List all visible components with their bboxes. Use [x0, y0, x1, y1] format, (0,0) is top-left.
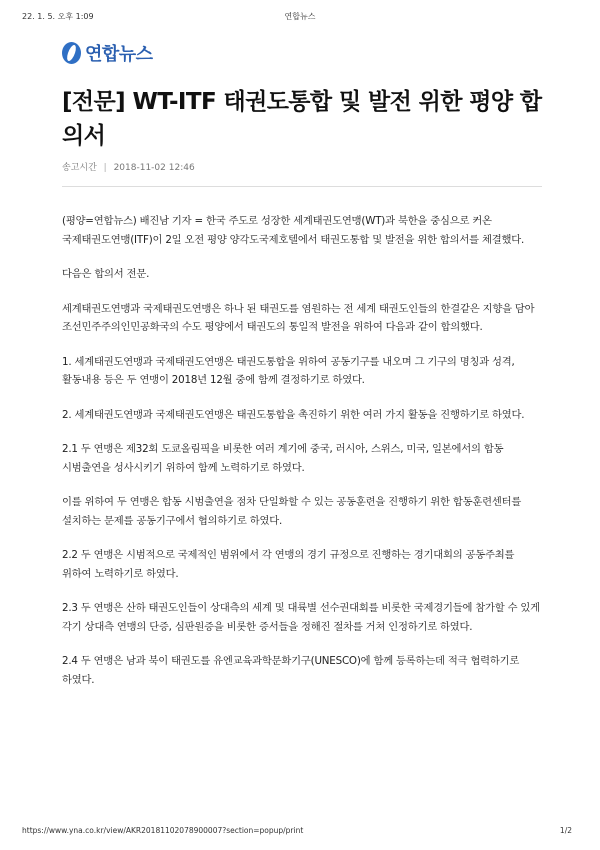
page-number: 1/2 [559, 826, 572, 835]
logo-text: 연합뉴스 [85, 44, 153, 65]
article-paragraph: 1. 세계태권도연맹과 국제태권도연맹은 태권도통합을 위하여 공동기구를 내오며 그 기구의 명칭과 성격, 활동내용 등은 두 연맹이 2018년 12월 중에 함께 결정하기로 하였다. [62, 355, 515, 386]
article-paragraph: 2.3 두 연맹은 산하 태권도인들이 상대측의 세계 및 대륙별 선수권대회를 비롯한 국제경기들에 참가할 수 있게 각기 상대측 연맹의 단증, 심판원증을 비롯한 증서들을 정해진 절차를 거쳐 인정하기로 하였다. [62, 602, 540, 633]
article-paragraph: 2.1 두 연맹은 제32회 도쿄올림픽을 비롯한 여러 계기에 중국, 러시아, 스위스, 미국, 일본에서의 합동 시범출연을 성사시키기 위하여 함께 노력하기로 하였다. [62, 443, 504, 474]
print-url: https://www.yna.co.kr/view/AKR20181102078900007?section=popup/print [22, 826, 304, 835]
yonhap-logo[interactable] [62, 40, 153, 66]
print-footer [0, 826, 600, 838]
divider [62, 186, 542, 187]
article-paragraph: 2.4 두 연맹은 남과 북이 태권도를 유엔교육과학문화기구(UNESCO)에 함께 등록하는데 적극 협력하기로 하였다. [62, 655, 520, 686]
article-paragraph: (평양=연합뉴스) 배진남 기자 = 한국 주도로 성장한 세계태권도연맹(WT)과 북한을 중심으로 커온 국제태권도연맹(ITF)이 2일 오전 평양 양각도국제호텔에서 태권도통합 및 발전을 위한 합의서를 체결했다. [62, 215, 525, 246]
print-header [0, 11, 600, 25]
article-title: [전문] WT-ITF 태권도통합 및 발전 위한 평양 합의서 [62, 89, 542, 149]
article-meta [62, 160, 195, 173]
article-paragraph: 다음은 합의서 전문. [62, 268, 150, 280]
article-paragraph: 2.2 두 연맹은 시범적으로 국제적인 범위에서 각 연맹의 경기 규정으로 진행하는 경기대회의 공동주최를 위하여 노력하기로 하였다. [62, 549, 515, 580]
meta-separator: | [103, 163, 107, 173]
article-paragraph: 2. 세계태권도연맹과 국제태권도연맹은 태권도통합을 촉진하기 위한 여러 가지 활동을 진행하기로 하였다. [62, 408, 525, 421]
yonhap-logo-icon [62, 42, 81, 64]
print-datetime: 22. 1. 5. 오후 1:09 [22, 12, 94, 21]
print-site-title: 연합뉴스 [284, 12, 316, 21]
article-paragraph: 이를 위하여 두 연맹은 합동 시범출연을 점차 단일화할 수 있는 공동훈련을 진행하기 위한 합동훈련센터를 설치하는 문제를 공동기구에서 협의하기로 하였다. [62, 496, 522, 527]
article-paragraph: 세계태권도연맹과 국제태권도연맹은 하나 된 태권도를 염원하는 전 세계 태권도인들의 한결같은 지향을 담아 조선민주주의인민공화국의 수도 평양에서 태권도의 통일적 발전을 위하여 다음과 같이 합의했다. [62, 302, 535, 333]
published-time: 2018-11-02 12:46 [113, 163, 195, 173]
article-body [62, 212, 540, 705]
meta-label: 송고시간 [62, 163, 97, 173]
